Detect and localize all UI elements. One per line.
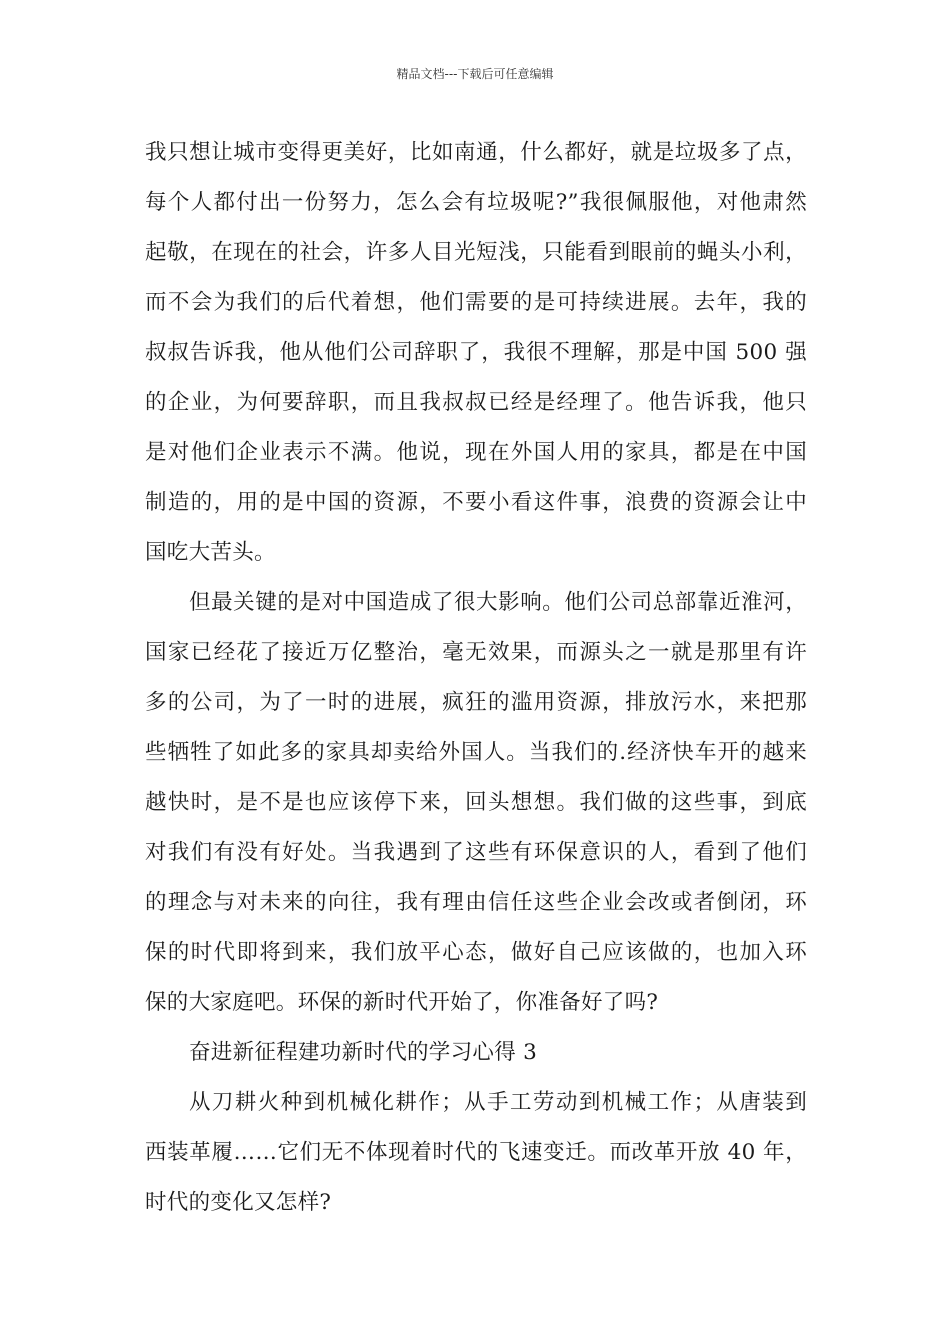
paragraph-1 xyxy=(145,128,807,578)
document-body xyxy=(145,128,807,1228)
text-line: 保的大家庭吧。环保的新时代开始了，你准备好了吗? xyxy=(145,990,659,1015)
section-heading xyxy=(145,1028,807,1078)
text-line: 叔叔告诉我，他从他们公司辞职了，我很不理解，那是中国 500 强 xyxy=(145,340,807,365)
paragraph-3 xyxy=(145,1078,807,1228)
text-line: 对我们有没有好处。当我遇到了这些有环保意识的人，看到了他们 xyxy=(145,840,807,865)
text-line: 每个人都付出一份努力，怎么会有垃圾呢?”我很佩服他，对他肃然 xyxy=(145,190,807,215)
text-line: 越快时，是不是也应该停下来，回头想想。我们做的这些事，到底 xyxy=(145,790,807,815)
heading-line: 奋进新征程建功新时代的学习心得 3 xyxy=(189,1040,538,1065)
text-line: 起敬，在现在的社会，许多人目光短浅，只能看到眼前的蝇头小利， xyxy=(145,240,807,265)
text-line: 的理念与对未来的向往，我有理由信任这些企业会改或者倒闭，环 xyxy=(145,890,807,915)
text-line: 但最关键的是对中国造成了很大影响。他们公司总部靠近淮河， xyxy=(189,590,807,615)
text-line: 西装革履……它们无不体现着时代的飞速变迁。而改革开放 40 年， xyxy=(145,1140,807,1165)
text-line: 从刀耕火种到机械化耕作；从手工劳动到机械工作；从唐装到 xyxy=(189,1090,807,1115)
text-line: 国吃大苦头。 xyxy=(145,540,276,565)
text-line: 是对他们企业表示不满。他说，现在外国人用的家具，都是在中国 xyxy=(145,440,807,465)
text-line: 国家已经花了接近万亿整治，毫无效果，而源头之一就是那里有许 xyxy=(145,640,807,665)
text-line: 制造的，用的是中国的资源，不要小看这件事，浪费的资源会让中 xyxy=(145,490,807,515)
text-line: 保的时代即将到来，我们放平心态，做好自己应该做的，也加入环 xyxy=(145,940,807,965)
paragraph-2 xyxy=(145,578,807,1028)
text-line: 我只想让城市变得更美好，比如南通，什么都好，就是垃圾多了点， xyxy=(145,140,807,165)
text-line: 些牺牲了如此多的家具却卖给外国人。当我们的.经济快车开的越来 xyxy=(145,740,807,765)
page-header: 精品文档---下载后可任意编辑 xyxy=(396,67,554,81)
text-line: 时代的变化又怎样? xyxy=(145,1190,332,1215)
text-line: 的企业，为何要辞职，而且我叔叔已经是经理了。他告诉我，他只 xyxy=(145,390,807,415)
text-line: 而不会为我们的后代着想，他们需要的是可持续进展。去年，我的 xyxy=(145,290,807,315)
text-line: 多的公司，为了一时的进展，疯狂的滥用资源，排放污水，来把那 xyxy=(145,690,807,715)
